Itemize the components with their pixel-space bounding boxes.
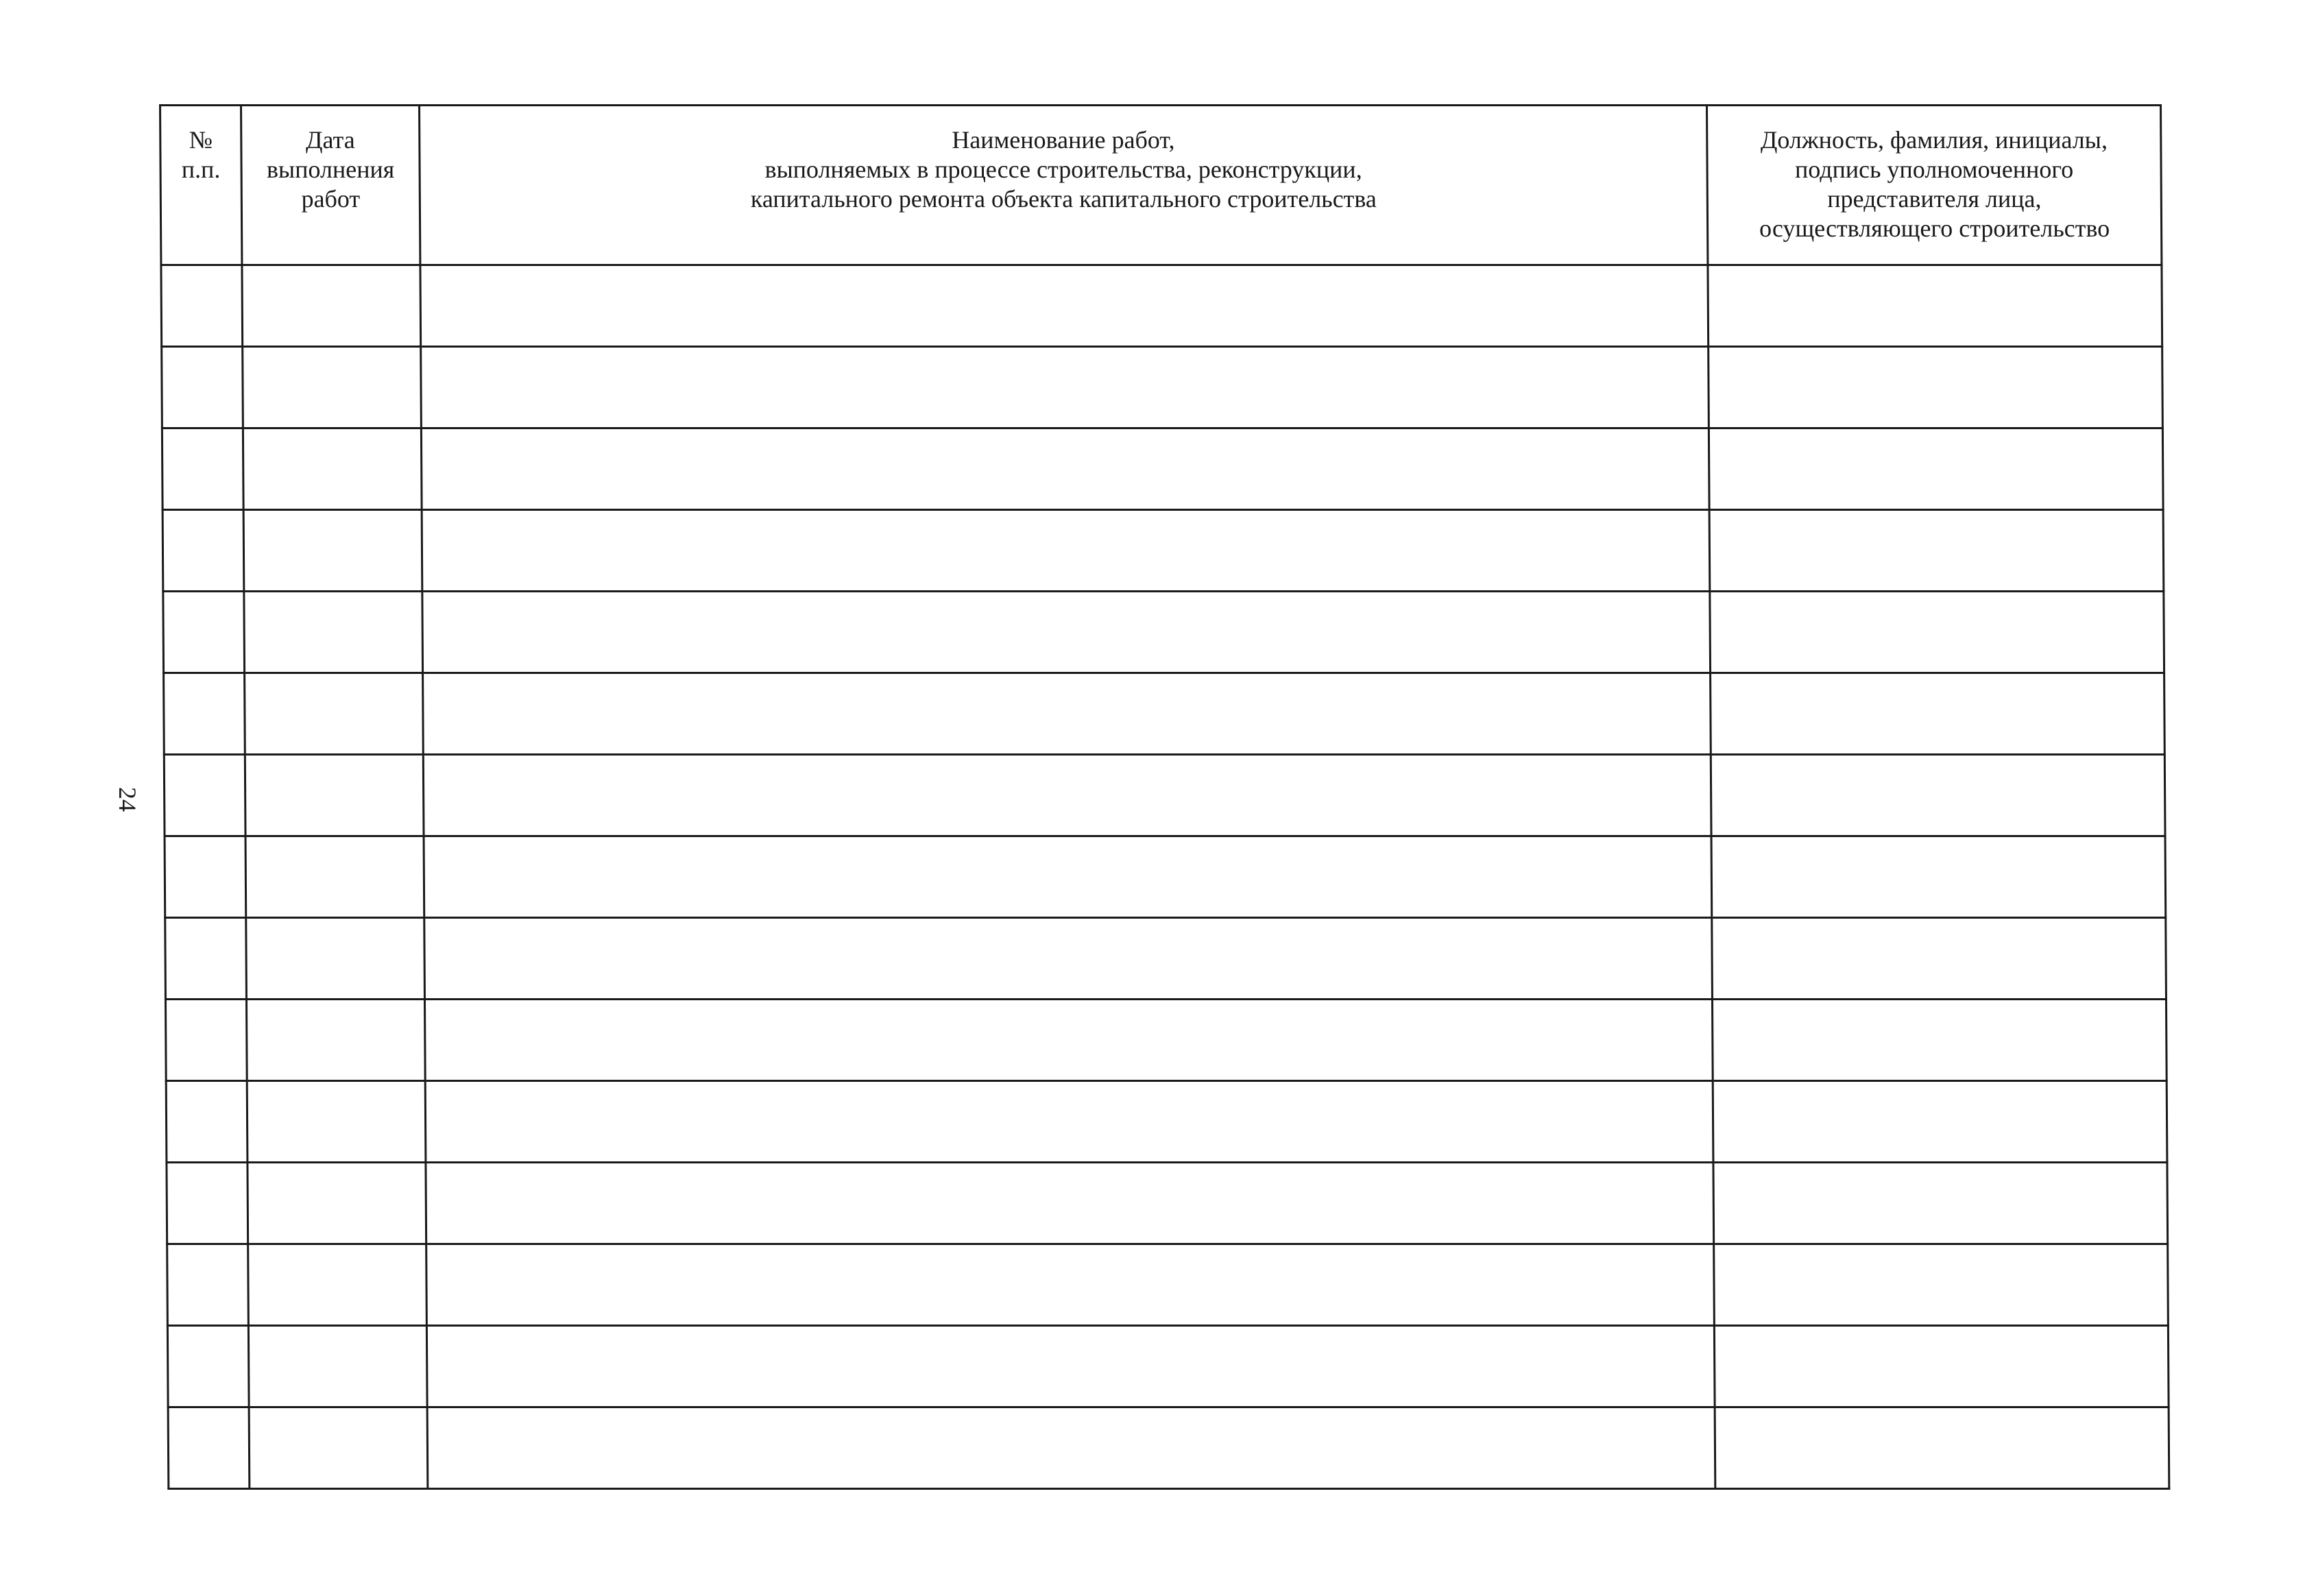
cell-work-name	[421, 347, 1709, 428]
header-signature-line: подпись уполномоченного	[1794, 156, 2074, 183]
cell-number	[162, 510, 244, 592]
cell-signature	[1711, 755, 2165, 836]
cell-number	[167, 1326, 249, 1407]
header-signature-line: Должность, фамилия, инициалы,	[1760, 126, 2108, 154]
cell-work-name	[422, 592, 1711, 673]
page-number: 24	[114, 787, 141, 812]
cell-date	[246, 1000, 425, 1081]
table-row	[167, 1163, 2168, 1244]
cell-signature	[1712, 1000, 2167, 1081]
cell-date	[243, 347, 422, 428]
cell-work-name	[426, 1244, 1715, 1326]
cell-date	[245, 836, 424, 918]
cell-signature	[1713, 1081, 2167, 1163]
header-work-name-line: Наименование работ,	[952, 126, 1175, 154]
cell-number	[163, 592, 245, 673]
cell-signature	[1714, 1326, 2169, 1407]
table-row	[161, 265, 2162, 347]
cell-work-name	[422, 510, 1710, 592]
works-journal-table	[159, 104, 2170, 1490]
cell-work-name	[424, 836, 1712, 918]
cell-work-name	[426, 1163, 1714, 1244]
table-row	[163, 592, 2164, 673]
cell-work-name	[427, 1407, 1715, 1489]
header-work-name-line: капитального ремонта объекта капитального строительства	[750, 185, 1377, 213]
table-row	[165, 1000, 2167, 1081]
cell-date	[249, 1407, 428, 1489]
cell-number	[161, 265, 243, 347]
header-signature-line: осуществляющего строительство	[1759, 215, 2110, 242]
cell-number	[168, 1407, 250, 1489]
header-date-line: работ	[301, 185, 361, 213]
table-body	[161, 265, 2169, 1489]
cell-signature	[1715, 1407, 2169, 1489]
cell-work-name	[424, 918, 1713, 1000]
cell-signature	[1710, 592, 2164, 673]
cell-work-name	[423, 673, 1711, 755]
cell-date	[248, 1326, 427, 1407]
cell-signature	[1709, 510, 2164, 592]
cell-signature	[1709, 428, 2163, 510]
table-row	[167, 1326, 2169, 1407]
cell-signature	[1708, 265, 2162, 347]
cell-date	[242, 265, 421, 347]
cell-date	[246, 918, 425, 1000]
header-signature-line: представителя лица,	[1827, 185, 2042, 213]
cell-date	[243, 428, 422, 510]
header-date-line: выполнения	[266, 156, 395, 183]
cell-date	[245, 755, 424, 836]
cell-signature	[1714, 1244, 2169, 1326]
header-date	[241, 106, 420, 265]
header-work-name-line: выполняемых в процессе строительства, реконструкции,	[764, 156, 1362, 183]
cell-number	[166, 1081, 248, 1163]
header-date-line: Дата	[305, 126, 355, 154]
cell-signature	[1712, 918, 2167, 1000]
cell-signature	[1713, 1163, 2168, 1244]
table-row	[162, 347, 2163, 428]
header-work-name	[420, 106, 1708, 265]
cell-signature	[1711, 836, 2166, 918]
cell-date	[245, 673, 424, 755]
cell-date	[247, 1081, 426, 1163]
cell-signature	[1709, 347, 2163, 428]
cell-date	[248, 1163, 426, 1244]
cell-number	[162, 347, 243, 428]
header-number-line: п.п.	[181, 156, 221, 183]
cell-number	[167, 1163, 248, 1244]
header-number	[160, 106, 242, 265]
cell-number	[165, 918, 247, 1000]
cell-number	[167, 1244, 249, 1326]
table-header-row	[160, 106, 2162, 265]
cell-number	[164, 755, 245, 836]
cell-number	[162, 428, 243, 510]
header-signature	[1707, 106, 2162, 265]
header-number-line: №	[189, 126, 213, 154]
cell-work-name	[424, 1000, 1713, 1081]
table-row	[165, 918, 2167, 1000]
cell-date	[244, 592, 423, 673]
table-row	[162, 428, 2163, 510]
table-row	[162, 510, 2164, 592]
table-row	[166, 1081, 2167, 1163]
table-row	[164, 673, 2165, 755]
cell-work-name	[425, 1081, 1713, 1163]
table-row	[168, 1407, 2169, 1489]
cell-number	[165, 836, 246, 918]
table-row	[165, 836, 2166, 918]
cell-work-name	[421, 428, 1709, 510]
cell-number	[165, 1000, 247, 1081]
table-row	[167, 1244, 2169, 1326]
cell-number	[164, 673, 245, 755]
cell-work-name	[423, 755, 1711, 836]
cell-work-name	[420, 265, 1709, 347]
cell-date	[243, 510, 422, 592]
cell-date	[248, 1244, 427, 1326]
cell-work-name	[426, 1326, 1715, 1407]
cell-signature	[1711, 673, 2165, 755]
table-row	[164, 755, 2165, 836]
